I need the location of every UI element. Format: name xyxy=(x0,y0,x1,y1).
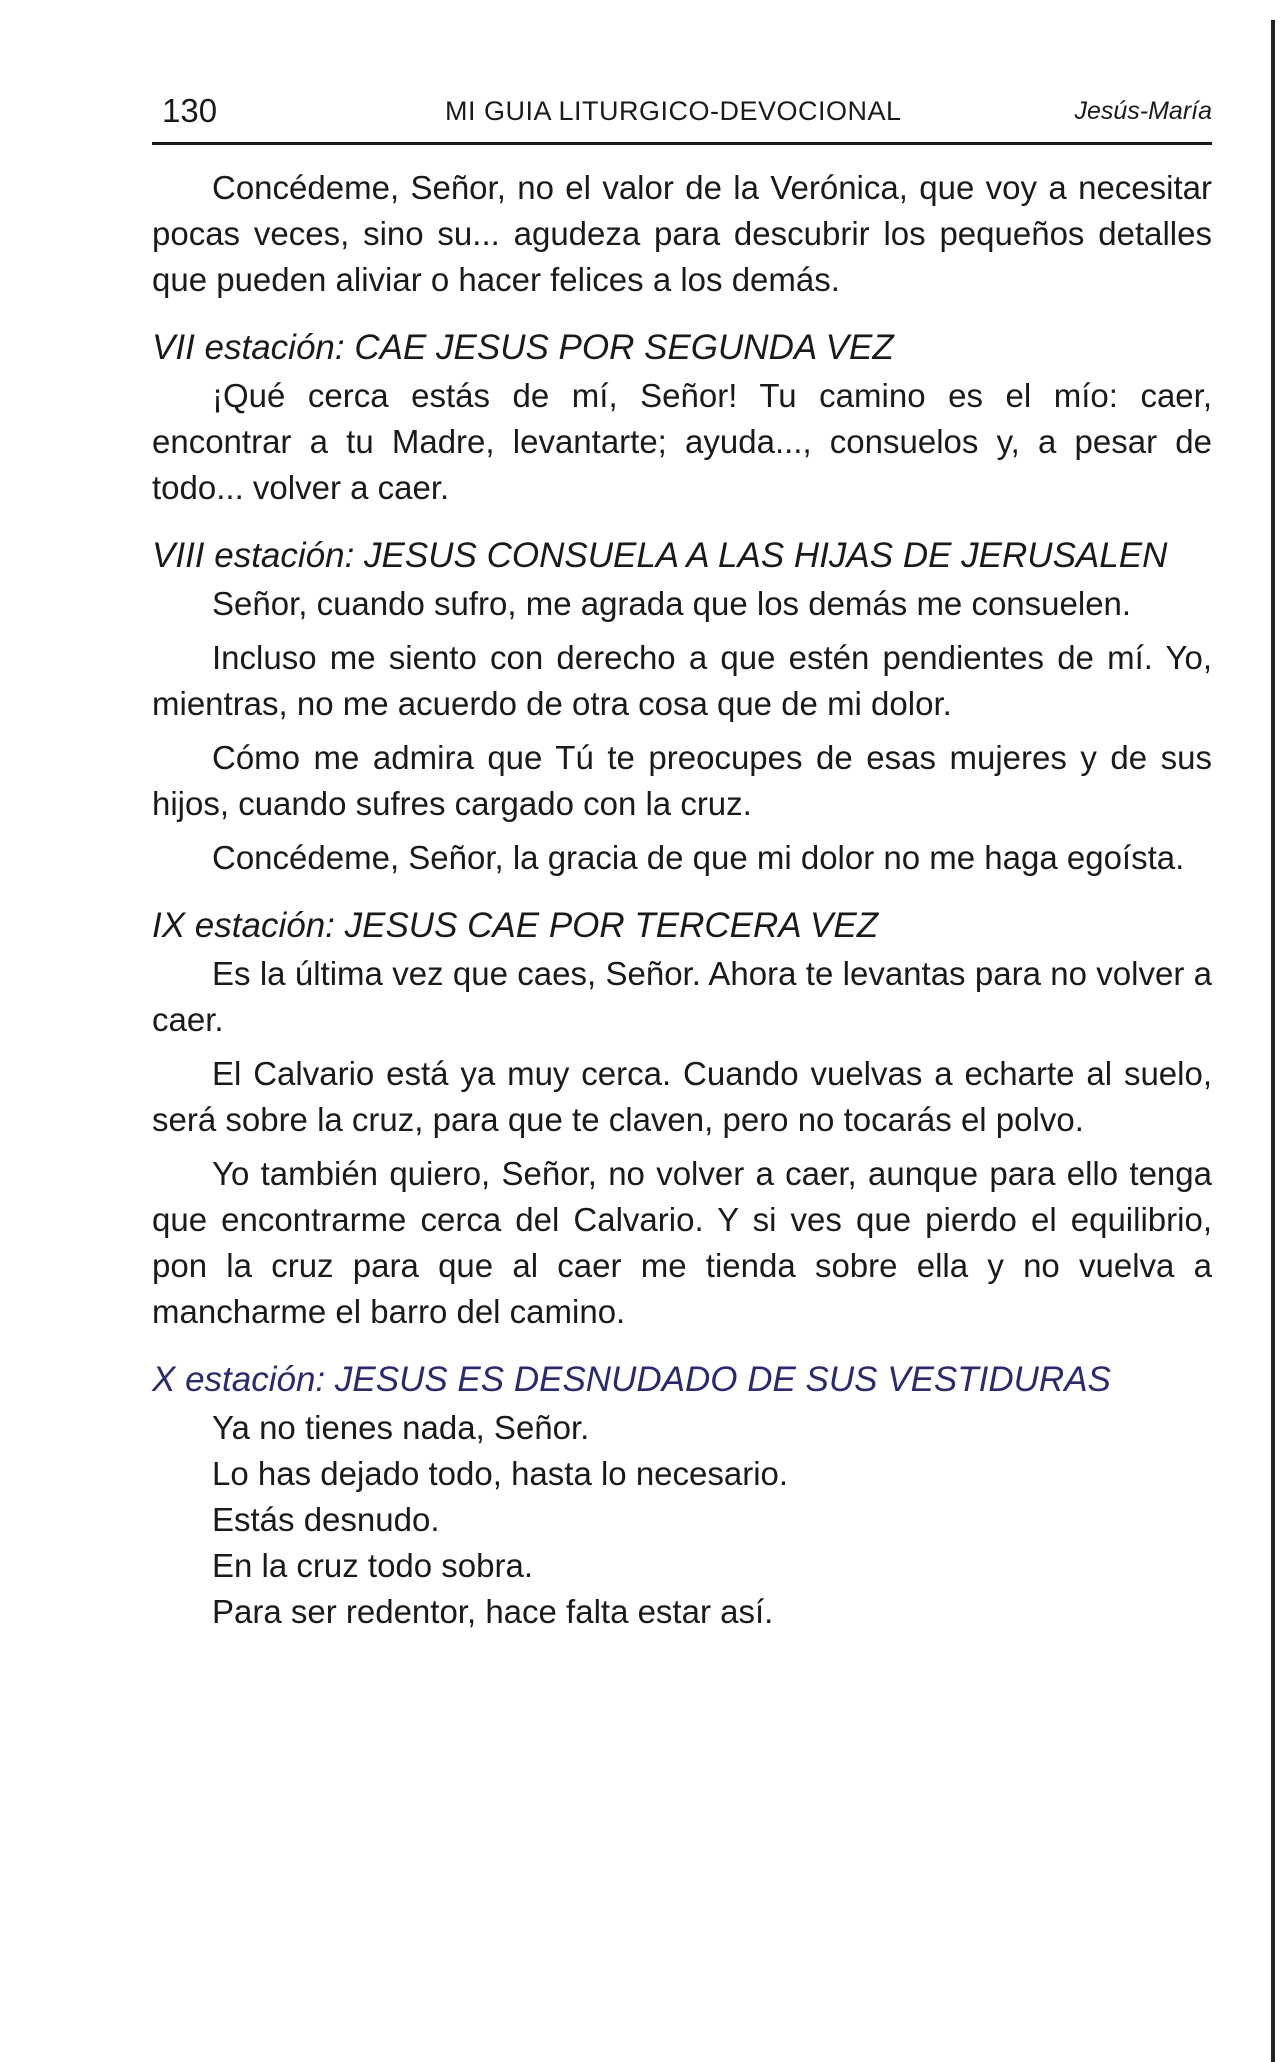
verse-line-4: En la cruz todo sobra. xyxy=(212,1547,534,1584)
station-8-paragraph-4: Concédeme, Señor, la gracia de que mi dolor no me haga egoísta. xyxy=(212,839,1185,876)
page-number: 130 xyxy=(162,92,218,129)
station-9-heading: IX estación: JESUS CAE POR TERCERA VEZ xyxy=(152,906,879,945)
station-8-paragraph-1: Señor, cuando sufro, me agrada que los demás me consuelen. xyxy=(212,585,1132,622)
scan-page-edge xyxy=(1271,20,1275,2062)
station-7-heading: VII estación: CAE JESUS POR SEGUNDA VEZ xyxy=(152,328,894,367)
running-author: Jesús-María xyxy=(1074,97,1212,125)
verse-line-2: Lo has dejado todo, hasta lo necesario. xyxy=(212,1455,789,1492)
book-page xyxy=(152,80,1212,1635)
verse-line-1: Ya no tienes nada, Señor. xyxy=(212,1409,590,1446)
page-header xyxy=(152,80,1212,145)
station-10-verse xyxy=(152,1405,1212,1635)
station-8-paragraph-2: Incluso me siento con derecho a que estén pendientes de mí. Yo, mientras, no me acuerdo de otra cosa que de mi dolor. xyxy=(152,639,1212,722)
verse-line-5: Para ser redentor, hace falta estar así. xyxy=(212,1593,774,1630)
running-title: MI GUIA LITURGICO-DEVOCIONAL xyxy=(445,96,902,126)
station-10-heading: X estación: JESUS ES DESNUDADO DE SUS VESTIDURAS xyxy=(152,1360,1111,1399)
station-9-paragraph-1: Es la última vez que caes, Señor. Ahora te levantas para no volver a caer. xyxy=(152,955,1212,1038)
station-9-paragraph-2: El Calvario está ya muy cerca. Cuando vuelvas a echarte al suelo, será sobre la cruz, para que te claven, pero no tocarás el polvo. xyxy=(152,1055,1212,1138)
station-7-paragraph-1: ¡Qué cerca estás de mí, Señor! Tu camino es el mío: caer, encontrar a tu Madre, levantarte; ayuda..., consuelos y, a pesar de todo... volver a caer. xyxy=(152,377,1212,506)
station-8-heading: VIII estación: JESUS CONSUELA A LAS HIJAS DE JERUSALEN xyxy=(152,536,1168,575)
station-8-paragraph-3: Cómo me admira que Tú te preocupes de esas mujeres y de sus hijos, cuando sufres cargado con la cruz. xyxy=(152,739,1212,822)
page-content xyxy=(152,145,1212,1635)
verse-line-3: Estás desnudo. xyxy=(212,1501,440,1538)
station-9-paragraph-3: Yo también quiero, Señor, no volver a caer, aunque para ello tenga que encontrarme cerca del Calvario. Y si ves que pierdo el equilibrio, pon la cruz para que al caer me tienda sobre ella y no vuelva a mancharme el barro del camino. xyxy=(152,1155,1212,1330)
intro-paragraph: Concédeme, Señor, no el valor de la Verónica, que voy a necesitar pocas veces, sino su... agudeza para descubrir los pequeños detalles que pueden aliviar o hacer felices a los demás. xyxy=(152,169,1212,298)
